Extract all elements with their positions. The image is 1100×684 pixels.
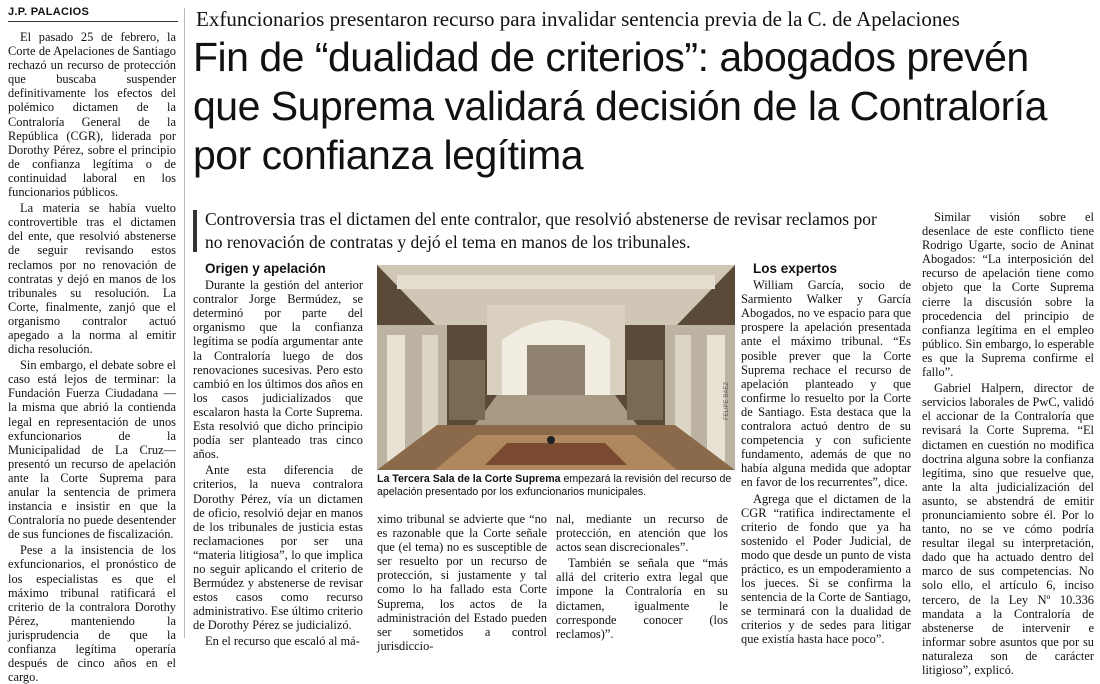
col6-paragraph-2: Gabriel Halpern, director de servicios laborales de PwC, validó el accionar de la Contraloría que revisará la Corte Suprema. “El dictamen en cuestión no modifica doctrina alguna sobre la confianza legítima, sino que resuelve que, ante la alta judicialización del asunto, se abstendrá de emitir pronunciamiento sobre él. Por lo tanto, no se ve cómo podría resultar ilegal su interpretación, dado que ha actuado dentro del marco de sus competencias. No solo ello, el artículo 6, inciso tercero, de la Ley Nº 10.336 mandata a la Contraloría de abstenerse de intervenir e informar sobre asuntos que por su naturaleza son de carácter litigioso”, explicó. bbox=[922, 381, 1094, 677]
byline: J.P. PALACIOS bbox=[8, 6, 178, 22]
caption-text: empezará la revisión del recurso de apelación presentado por los exfuncionarios municipales. bbox=[377, 473, 732, 498]
col2-paragraph-2: Ante esta diferencia de criterios, la nueva contralora Dorothy Pérez, vía un dictamen de oficio, resolvió dejar en manos de los tribunales de justicia estas reclamaciones por ser una “materia litigiosa”, lo que implica no seguir aplicando el criterio de Bermúdez y abstenerse de revisar estos casos como recurso administrativo. Ese último criterio de Dorothy Pérez se judicializó. bbox=[193, 463, 363, 633]
photo-credit: FELIPE BAEZ bbox=[724, 381, 730, 420]
column-divider bbox=[184, 8, 185, 638]
headline: Fin de “dualidad de criterios”: abogados prevén que Suprema validará decisión de la Contraloría por confianza legítima bbox=[193, 34, 1047, 178]
col6-paragraph-1: Similar visión sobre el desenlace de este conflicto tiene Rodrigo Ugarte, socio de Aninat Abogados: “La interposición del recurso de apelación tiene como objeto que la Corte Suprema cierre la discusión sobre la procedencia del principio de confianza legítima en el empleo público. Sin embargo, lo esperable es que la Suprema confirme el fallo”. bbox=[922, 210, 1094, 380]
photo-caption bbox=[377, 473, 735, 499]
column-5 bbox=[741, 261, 911, 647]
col1-paragraph-4: Pese a la insistencia de los exfuncionarios, el pronóstico de los especialistas es que el máximo tribunal ratificará el criterio de la contralora Dorothy Pérez, manteniendo la jurisprudencia de que la confianza legítima operaría después de cinco años en el cargo. bbox=[8, 543, 176, 684]
court-hall-photo bbox=[377, 265, 735, 470]
column-6 bbox=[922, 210, 1094, 677]
caption-bold: La Tercera Sala de la Corte Suprema bbox=[377, 473, 561, 485]
col3-paragraph-1: ximo tribunal se advierte que “no es razonable que la Corte señale que (el tema) no es susceptible de ser resuelto por un recurso de protección, si justamente y tal como lo ha fallado esta Corte Suprema, los actos de la administración del Estado pueden ser sometidos a control jurisdiccio- bbox=[377, 512, 547, 653]
col1-paragraph-1: El pasado 25 de febrero, la Corte de Apelaciones de Santiago rechazó un recurso de protección que buscaba suspender definitivamente los efectos del polémico dictamen de la Contraloría General de la República (CGR), liderada por Dorothy Pérez, sobre el principio de confianza legítima o de continuidad laboral en los funcionarios públicos. bbox=[8, 30, 176, 200]
column-4 bbox=[556, 512, 728, 640]
kicker: Exfuncionarios presentaron recurso para invalidar sentencia previa de la C. de Apelaciones bbox=[196, 7, 960, 31]
col5-paragraph-1: William García, socio de Sarmiento Walker y García Abogados, no ve espacio para que prospere la apelación presentada ante el máximo tribunal. “Es posible prever que la Corte Suprema rechace el recurso de apelación planteado y que confirme lo resuelto por la Corte de Santiago. Esta destaca que la contralora actuó dentro de su competencia y con suficiente fundamento, además de que no había alguna medida que adoptar en favor de los recurrentes”, dice. bbox=[741, 278, 911, 490]
subhead-expertos: Los expertos bbox=[753, 261, 838, 276]
col5-paragraph-2: Agrega que el dictamen de la CGR “ratifica indirectamente el criterio de fondo que ya ha sostenido el Poder Judicial, de modo que desde un punto de vista práctico, es un empoderamiento a los jueces. Si se confirma la sentencia de la Corte de Santiago, se terminará con la dualidad de criterios y de sedes para litigar que existía hasta hace poco”. bbox=[741, 491, 911, 647]
col4-paragraph-1: nal, mediante un recurso de protección, en atención que los actos sean discrecionales”. bbox=[556, 512, 728, 555]
col1-paragraph-2: La materia se había vuelto controvertible tras el dictamen del ente, que resolvió abstenerse de seguir revisando estos reclamos por no renovación de contratas y dejó en manos de los tribunales su resolución. La Corte, finalmente, zanjó que el organismo contralor actuó apegado a la norma al emitir dicha resolución. bbox=[8, 201, 176, 357]
column-1 bbox=[8, 30, 176, 684]
deck-bar bbox=[193, 210, 197, 252]
col2-paragraph-1: Durante la gestión del anterior contralor Jorge Bermúdez, se determinó por parte del organismo que la confianza legítima se podía argumentar ante la Contraloría luego de dos renovaciones sucesivas. Pero esto cambió en los últimos dos años en los casos judicializados que escalaron hasta la Corte Suprema. Esta resolvió que dicho principio podía ser planteado tras cinco años. bbox=[193, 278, 364, 462]
deck: Controversia tras el dictamen del ente contralor, que resolvió abstenerse de revisar reclamos por no renovación de contratas y dejó el tema en manos de los tribunales. bbox=[205, 209, 877, 252]
column-2 bbox=[193, 261, 364, 649]
col4-paragraph-2: También se señala que “más allá del criterio extra legal que impone la Contraloría en su dictamen, igualmente le corresponde conocer (los reclamos)”. bbox=[556, 556, 728, 641]
col1-paragraph-3: Sin embargo, el debate sobre el caso está lejos de terminar: la Fundación Fuerza Ciudadana —la misma que abrió la contienda legal en representación de unos exfuncionarios de la Municipalidad de La Cruz— presentó un recurso de apelación ante la Corte Suprema para anular la sentencia de primera instancia e insistir en que la Contraloría no puede desentender de sus funciones de fiscalización. bbox=[8, 358, 176, 542]
court-hall-illustration bbox=[377, 265, 735, 470]
column-3 bbox=[377, 512, 547, 653]
col2-paragraph-3: En el recurso que escaló al má- bbox=[205, 634, 360, 649]
subhead-origen: Origen y apelación bbox=[205, 261, 326, 276]
